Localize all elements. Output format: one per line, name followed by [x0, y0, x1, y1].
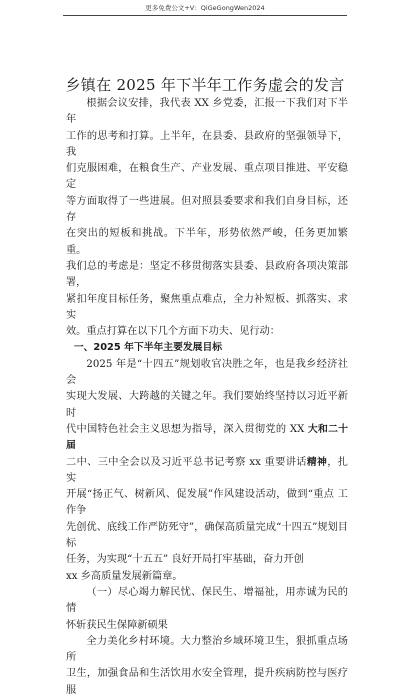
subsection-heading-line: （一）尽心竭力解民忧、保民生、增福祉，用赤诚为民的情 [66, 586, 348, 615]
intro-line: 效。重点打算在以下几个方面下功夫、见行动： [66, 326, 280, 338]
section1-line: 实现大发展、大跨越的关键之年。我们要始终坚持以习近平新 时 [66, 391, 348, 419]
subsection-heading-line: 怀斩获民生保障新硕果 [66, 619, 168, 631]
section1-line [66, 455, 348, 488]
header-note: 更多免费公文+V：QiGeGongWen2024 [145, 4, 265, 12]
intro-line: 在突出的短板和挑战。下半年，形势依然严峻，任务更加繁重。 [66, 228, 348, 256]
section1-line: 2025 年是“十四五”规划收官决胜之年，也是我乡经济社 会 [66, 358, 348, 387]
document-body [66, 96, 348, 699]
section1-line [66, 422, 348, 455]
intro-line: 根据会议安排，我代表 XX 乡党委，汇报一下我们对下半年 [66, 98, 348, 126]
intro-line: 我们总的考虑是：坚定不移贯彻落实县委、县政府各项决策部署， [66, 260, 348, 289]
section1-bold-text: 大和二十届 [66, 423, 349, 452]
section1-bold-text: 精神 [306, 456, 328, 468]
paragraph-line: 全力美化乡村环境。大力整治乡域环境卫生，狠抓重点场所 [66, 635, 348, 664]
header-rule [63, 15, 347, 16]
paragraph-line: 卫生，加强食品和生活饮用水安全管理，提升疾病防控与医疗服 [66, 668, 348, 696]
section1-text: ，扎 实 [66, 456, 348, 484]
section1-line: 任务，为实现“十五五” 良好开局打牢基础，奋力开创 [66, 554, 304, 566]
intro-line: 紧扣年度目标任务，聚焦重点难点，全力补短板、抓落实、求实 [66, 293, 348, 321]
section1-text: 代中国特色社会主义思想为指导，深入贯彻党的 XX [66, 423, 308, 435]
section1-line: 开展“扬正气、树新风、促发展”作风建设活动，做到“重点 工作争 [66, 489, 348, 517]
section1-line: xx 乡高质量发展新篇章。 [66, 570, 183, 582]
section1-text: 二中、三中全会以及习近平总书记考察 xx 重要讲话 [66, 456, 307, 468]
intro-line: 工作的思考和打算。上半年，在县委、县政府的坚强领导下，我 [66, 130, 348, 158]
intro-line: 等方面取得了一些进展。但对照县委要求和我们自身目标，还存 [66, 195, 348, 224]
document-title: 乡镇在 2025 年下半年工作务虚会的发言 [65, 76, 345, 94]
section1-line: 先创优、底线工作严防死守”，确保高质量完成“十四五”规划目标 [66, 521, 348, 550]
section-heading: 一、2025 年下半年主要发展目标 [73, 342, 223, 354]
intro-line: 们克服困难，在粮食生产、产业发展、重点项目推进、平安稳定 [66, 163, 348, 191]
